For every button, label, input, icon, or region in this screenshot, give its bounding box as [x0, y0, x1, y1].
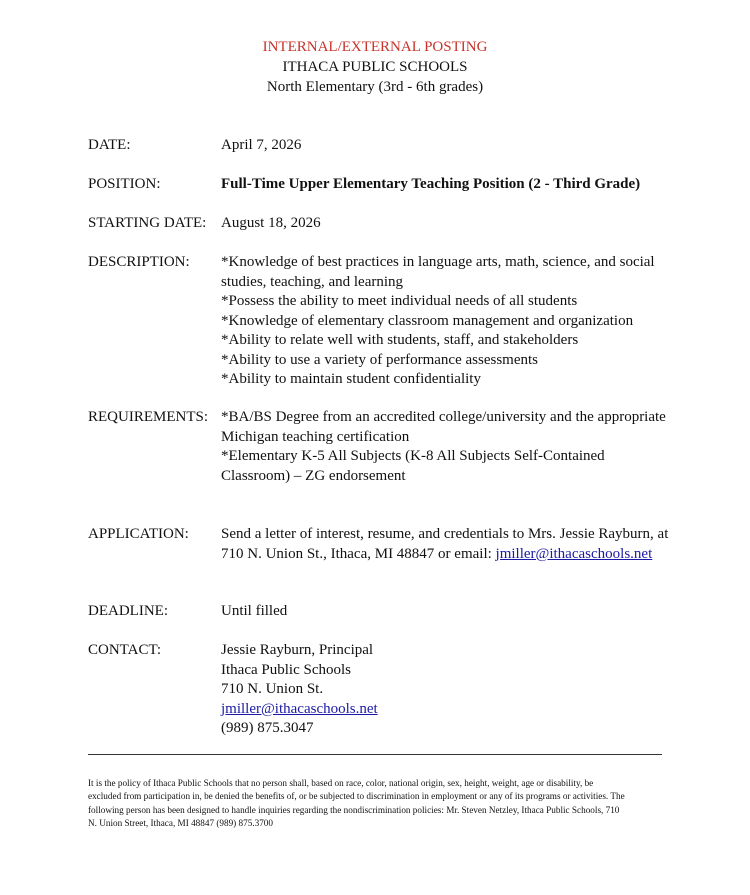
- position-value: Full-Time Upper Elementary Teaching Position (2 - Third Grade): [221, 176, 641, 192]
- description-line: *Possess the ability to meet individual needs of all students: [221, 293, 578, 309]
- notice-line: excluded from participation in, be denied the benefits of, or be subjected to discrimination in employment or any of its programs or activities. The: [88, 791, 625, 802]
- application-text: [221, 525, 676, 564]
- requirements-line: Michigan teaching certification: [221, 428, 410, 445]
- application-email-link[interactable]: jmiller@ithacaschools.net: [495, 545, 653, 562]
- school-name: North Elementary (3rd - 6th grades): [266, 79, 484, 95]
- application-line: [221, 545, 676, 565]
- contact-phone: (989) 875.3047: [221, 720, 314, 736]
- description-label: DESCRIPTION:: [88, 254, 190, 270]
- notice-line: following person has been designed to handle inquiries regarding the nondiscrimination policies: Mr. Steven Netzley, Ithaca Public Schools, 710: [88, 804, 620, 815]
- application-label: APPLICATION:: [88, 526, 189, 542]
- position-label: POSITION:: [88, 176, 161, 192]
- description-list: [221, 253, 676, 390]
- description-line: *Ability to maintain student confidentiality: [221, 371, 481, 387]
- footer-divider: [88, 754, 662, 755]
- description-line: *Ability to use a variety of performance assessments: [221, 351, 538, 368]
- posting-type: INTERNAL/EXTERNAL POSTING: [262, 39, 488, 55]
- contact-block: [221, 641, 676, 739]
- deadline-value: Until filled: [221, 603, 288, 619]
- date-label: DATE:: [88, 137, 131, 153]
- deadline-label: DEADLINE:: [88, 603, 168, 619]
- requirements-line: *BA/BS Degree from an accredited college/university and the appropriate: [221, 409, 666, 425]
- starting-date-value: August 18, 2026: [221, 215, 321, 231]
- contact-email-link[interactable]: jmiller@ithacaschools.net: [221, 700, 378, 717]
- notice-line: It is the policy of Ithaca Public Schools that no person shall, based on race, color, national origin, sex, height, weight, age or disability, be: [88, 778, 594, 788]
- requirements-list: [221, 408, 676, 486]
- contact-label: CONTACT:: [88, 642, 162, 658]
- requirements-line: Classroom) – ZG endorsement: [221, 467, 406, 484]
- application-address: 710 N. Union St., Ithaca, MI 48847 or email:: [221, 545, 496, 562]
- description-line: studies, teaching, and learning: [221, 273, 404, 290]
- description-line: *Ability to relate well with students, staff, and stakeholders: [221, 332, 579, 348]
- contact-name: Jessie Rayburn, Principal: [221, 642, 374, 658]
- contact-address: 710 N. Union St.: [221, 681, 324, 697]
- starting-date-label: STARTING DATE:: [88, 215, 207, 231]
- date-value: April 7, 2026: [221, 137, 302, 153]
- requirements-label: REQUIREMENTS:: [88, 409, 208, 425]
- description-line: *Knowledge of best practices in language arts, math, science, and social: [221, 254, 655, 270]
- requirements-line: *Elementary K-5 All Subjects (K-8 All Subjects Self-Contained: [221, 448, 605, 464]
- notice-line: N. Union Street, Ithaca, MI 48847 (989) 875.3700: [88, 817, 273, 828]
- contact-organization: Ithaca Public Schools: [221, 661, 351, 678]
- description-line: *Knowledge of elementary classroom management and organization: [221, 312, 634, 329]
- posting-header: [0, 37, 750, 97]
- nondiscrimination-notice: [88, 777, 668, 830]
- application-line: Send a letter of interest, resume, and credentials to Mrs. Jessie Rayburn, at: [221, 526, 669, 542]
- district-name: ITHACA PUBLIC SCHOOLS: [282, 59, 468, 75]
